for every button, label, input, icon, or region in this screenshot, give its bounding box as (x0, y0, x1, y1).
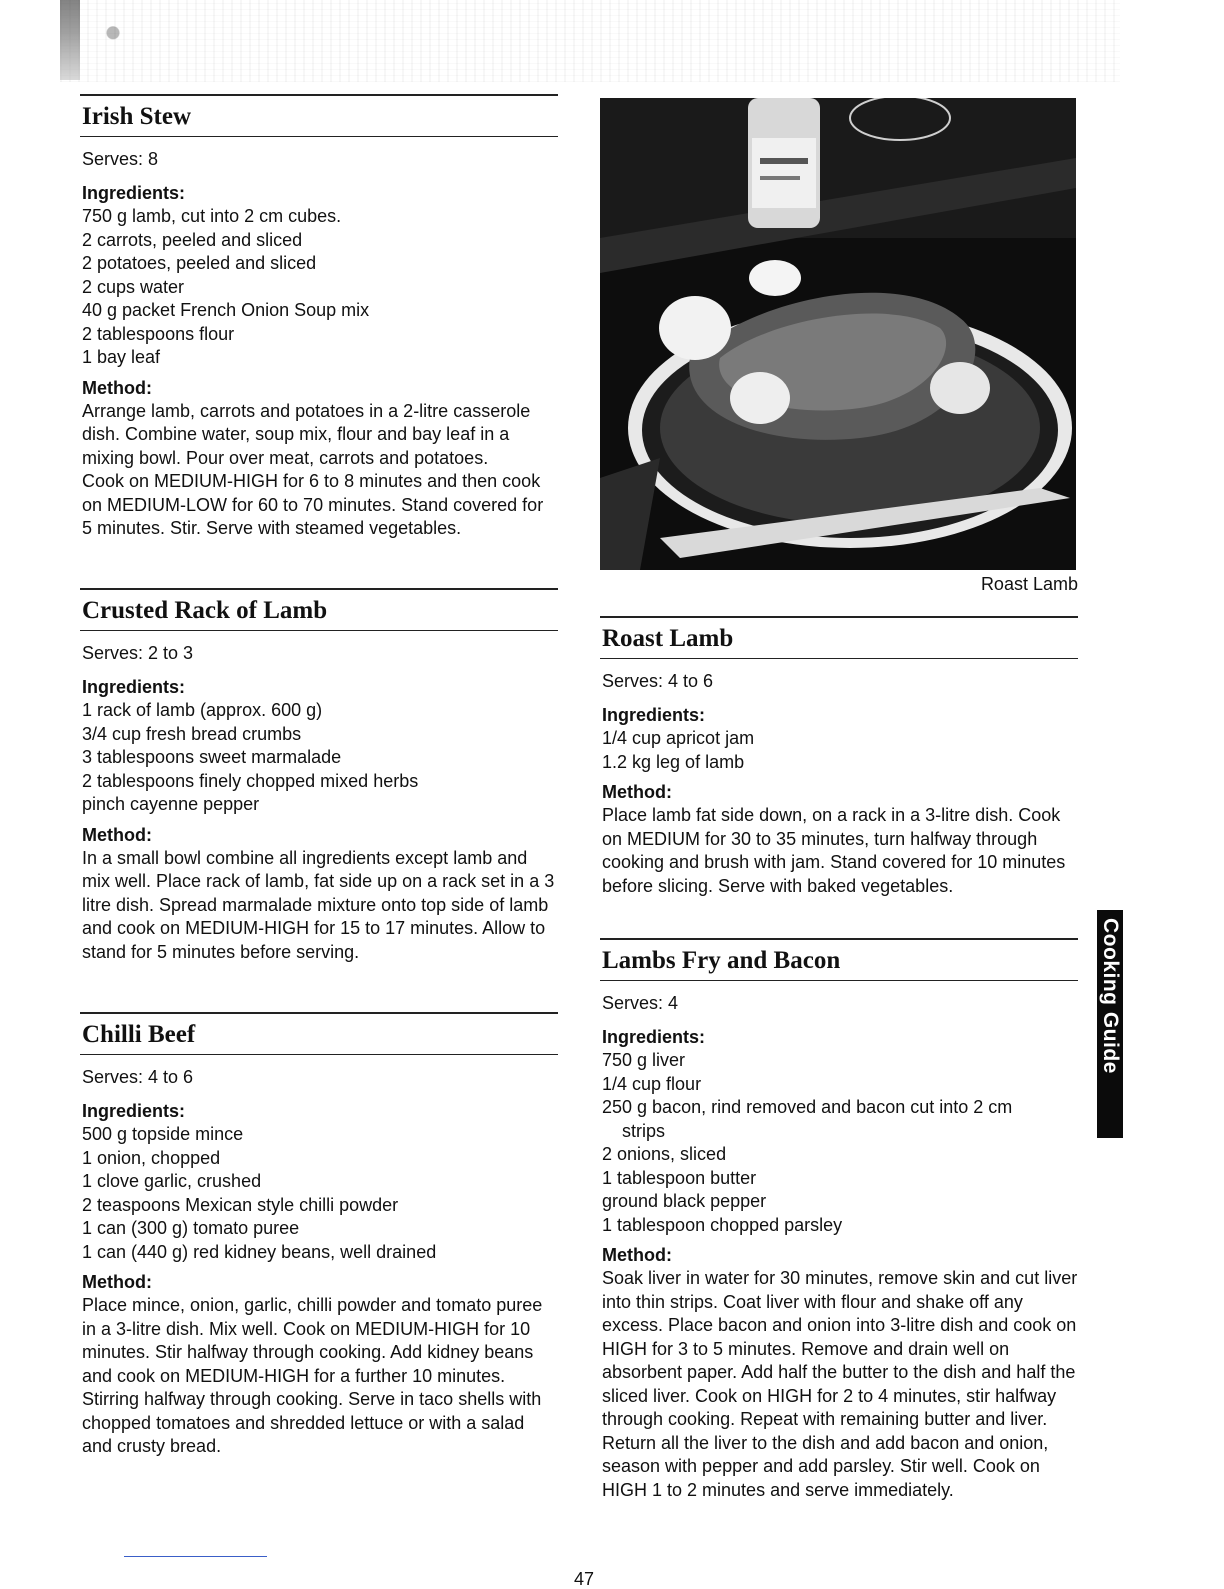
method-text: Soak liver in water for 30 minutes, remove skin and cut liver into thin strips. Coat liver with flour and shake off any excess. Place bacon and onion into 3-litre dish and cook on HIGH for 3 to 5 minutes. Remove and drain well on absorbent paper. Add half the butter to the dish and half the sliced liver. Cook on HIGH for 2 to 4 minutes, stir halfway through cooking. Repeat with remaining butter and liver. Return all the liver to the dish and add bacon and onion, season with pepper and add parsley. Stir well. Cook on HIGH 1 to 2 minutes and serve immediately. (602, 1268, 1078, 1500)
recipe-title: Lambs Fry and Bacon (602, 947, 841, 974)
ingredient: 2 onions, sliced (602, 1144, 727, 1164)
scan-blot (60, 0, 80, 80)
title-rule (600, 658, 1078, 659)
recipe-lambs-fry-and-bacon (600, 938, 1078, 1502)
ingredient: 1 tablespoon butter (602, 1167, 757, 1188)
ingredient: 250 g bacon, rind removed and bacon cut into 2 cm (602, 1097, 1013, 1117)
ingredients-list (82, 699, 558, 817)
method-text: Arrange lamb, carrots and potatoes in a 2-litre casserole dish. Combine water, soup mix, flour and bay leaf in a mixing bowl. Pour over meat, carrots and potatoes. Cook on MEDIUM-HIGH for 6 to 8 minutes and then cook on MEDIUM-LOW for 60 to 70 minutes. Stand covered for 5 minutes. Stir. Serve with steamed vegetables. (82, 400, 544, 538)
ingredient: pinch cayenne pepper (82, 794, 260, 814)
ingredient: 1.2 kg leg of lamb (602, 751, 745, 772)
ingredient: 1 clove garlic, crushed (82, 1171, 262, 1191)
roast-lamb-illustration (600, 98, 1076, 570)
serves: Serves: 2 to 3 (82, 643, 194, 663)
ingredients-label: Ingredients: (82, 677, 186, 697)
recipe-chilli-beef (80, 1012, 558, 1459)
ingredient: strips (622, 1120, 666, 1141)
serves: Serves: 4 (602, 993, 679, 1013)
recipe-title: Irish Stew (82, 103, 192, 130)
ingredient: 3 tablespoons sweet marmalade (82, 747, 342, 767)
page-number: 47 (574, 1569, 595, 1589)
ingredient: 2 tablespoons finely chopped mixed herbs (82, 770, 419, 791)
roast-lamb-photo (600, 98, 1076, 570)
title-rule (80, 630, 558, 631)
section-tab-label: Cooking Guide (1099, 918, 1122, 1074)
ingredient: 1 rack of lamb (approx. 600 g) (82, 700, 323, 720)
ingredient: ground black pepper (602, 1191, 767, 1211)
scan-noise-header (60, 0, 1120, 82)
method-text: Place lamb fat side down, on a rack in a 3-litre dish. Cook on MEDIUM for 30 to 35 minutes, turn halfway through cooking and brush with jam. Stand covered for 10 minutes before slicing. Serve with baked vegetables. (602, 805, 1066, 896)
ingredient: 1 can (440 g) red kidney beans, well drained (82, 1241, 437, 1262)
title-rule (80, 136, 558, 137)
ingredient: 1/4 cup apricot jam (602, 728, 755, 748)
serves: Serves: 4 to 6 (602, 671, 714, 691)
ingredient: 3/4 cup fresh bread crumbs (82, 723, 302, 744)
serves: Serves: 4 to 6 (82, 1067, 194, 1087)
method-label: Method: (602, 782, 672, 802)
recipe-title: Chilli Beef (82, 1021, 196, 1048)
ingredient: 750 g liver (602, 1050, 686, 1070)
ingredients-list (82, 205, 558, 370)
ingredients-label: Ingredients: (602, 705, 706, 725)
ingredient: 1 can (300 g) tomato puree (82, 1218, 300, 1238)
ingredients-label: Ingredients: (602, 1027, 706, 1047)
photo-caption: Roast Lamb (980, 574, 1078, 594)
ingredient: 500 g topside mince (82, 1124, 244, 1144)
ingredients-label: Ingredients: (82, 1101, 186, 1121)
method-text: Place mince, onion, garlic, chilli powder and tomato puree in a 3-litre dish. Mix well. Cook on MEDIUM-HIGH for 10 minutes. Stir halfway through cooking. Add kidney beans and cook on MEDIUM-HIGH for a further 10 minutes. Stirring halfway through cooking. Serve in taco shells with chopped tomatoes and shredded lettuce or with a salad and crusty bread. (82, 1295, 543, 1456)
ingredient: 2 cups water (82, 276, 185, 297)
ingredients-list (602, 1049, 1078, 1237)
title-rule (80, 1054, 558, 1055)
ingredient: 2 tablespoons flour (82, 323, 235, 344)
ingredient: 1 bay leaf (82, 347, 161, 367)
method-label: Method: (82, 1272, 152, 1292)
ingredient: 1 tablespoon chopped parsley (602, 1214, 843, 1235)
ingredient: 2 teaspoons Mexican style chilli powder (82, 1194, 399, 1215)
ingredients-list (82, 1123, 558, 1264)
ingredient: 2 carrots, peeled and sliced (82, 229, 303, 250)
method-text: In a small bowl combine all ingredients except lamb and mix well. Place rack of lamb, fat side up on a rack set in a 3 litre dish. Spread marmalade mixture onto top side of lamb and cook on MEDIUM-HIGH for 15 to 17 minutes. Allow to stand for 5 minutes before serving. (82, 847, 555, 962)
right-column (600, 98, 1078, 1502)
section-tab (1097, 910, 1123, 1138)
ingredient: 750 g lamb, cut into 2 cm cubes. (82, 206, 342, 226)
ingredient: 1 onion, chopped (82, 1147, 221, 1168)
left-column (80, 94, 558, 1459)
ingredients-label: Ingredients: (82, 183, 186, 203)
serves: Serves: 8 (82, 149, 159, 169)
method-label: Method: (82, 377, 152, 398)
recipe-roast-lamb (600, 616, 1078, 938)
title-rule (600, 980, 1078, 981)
recipe-title: Roast Lamb (602, 625, 734, 652)
recipe-crusted-rack-of-lamb (80, 588, 558, 1012)
recipe-title: Crusted Rack of Lamb (82, 597, 328, 624)
ingredient: 1/4 cup flour (602, 1073, 702, 1094)
footer-rule (124, 1556, 267, 1557)
ingredients-list (602, 727, 1078, 774)
ingredient: 40 g packet French Onion Soup mix (82, 300, 370, 320)
recipe-irish-stew (80, 94, 558, 588)
ingredient: 2 potatoes, peeled and sliced (82, 253, 317, 273)
method-label: Method: (602, 1245, 672, 1265)
method-label: Method: (82, 824, 152, 845)
